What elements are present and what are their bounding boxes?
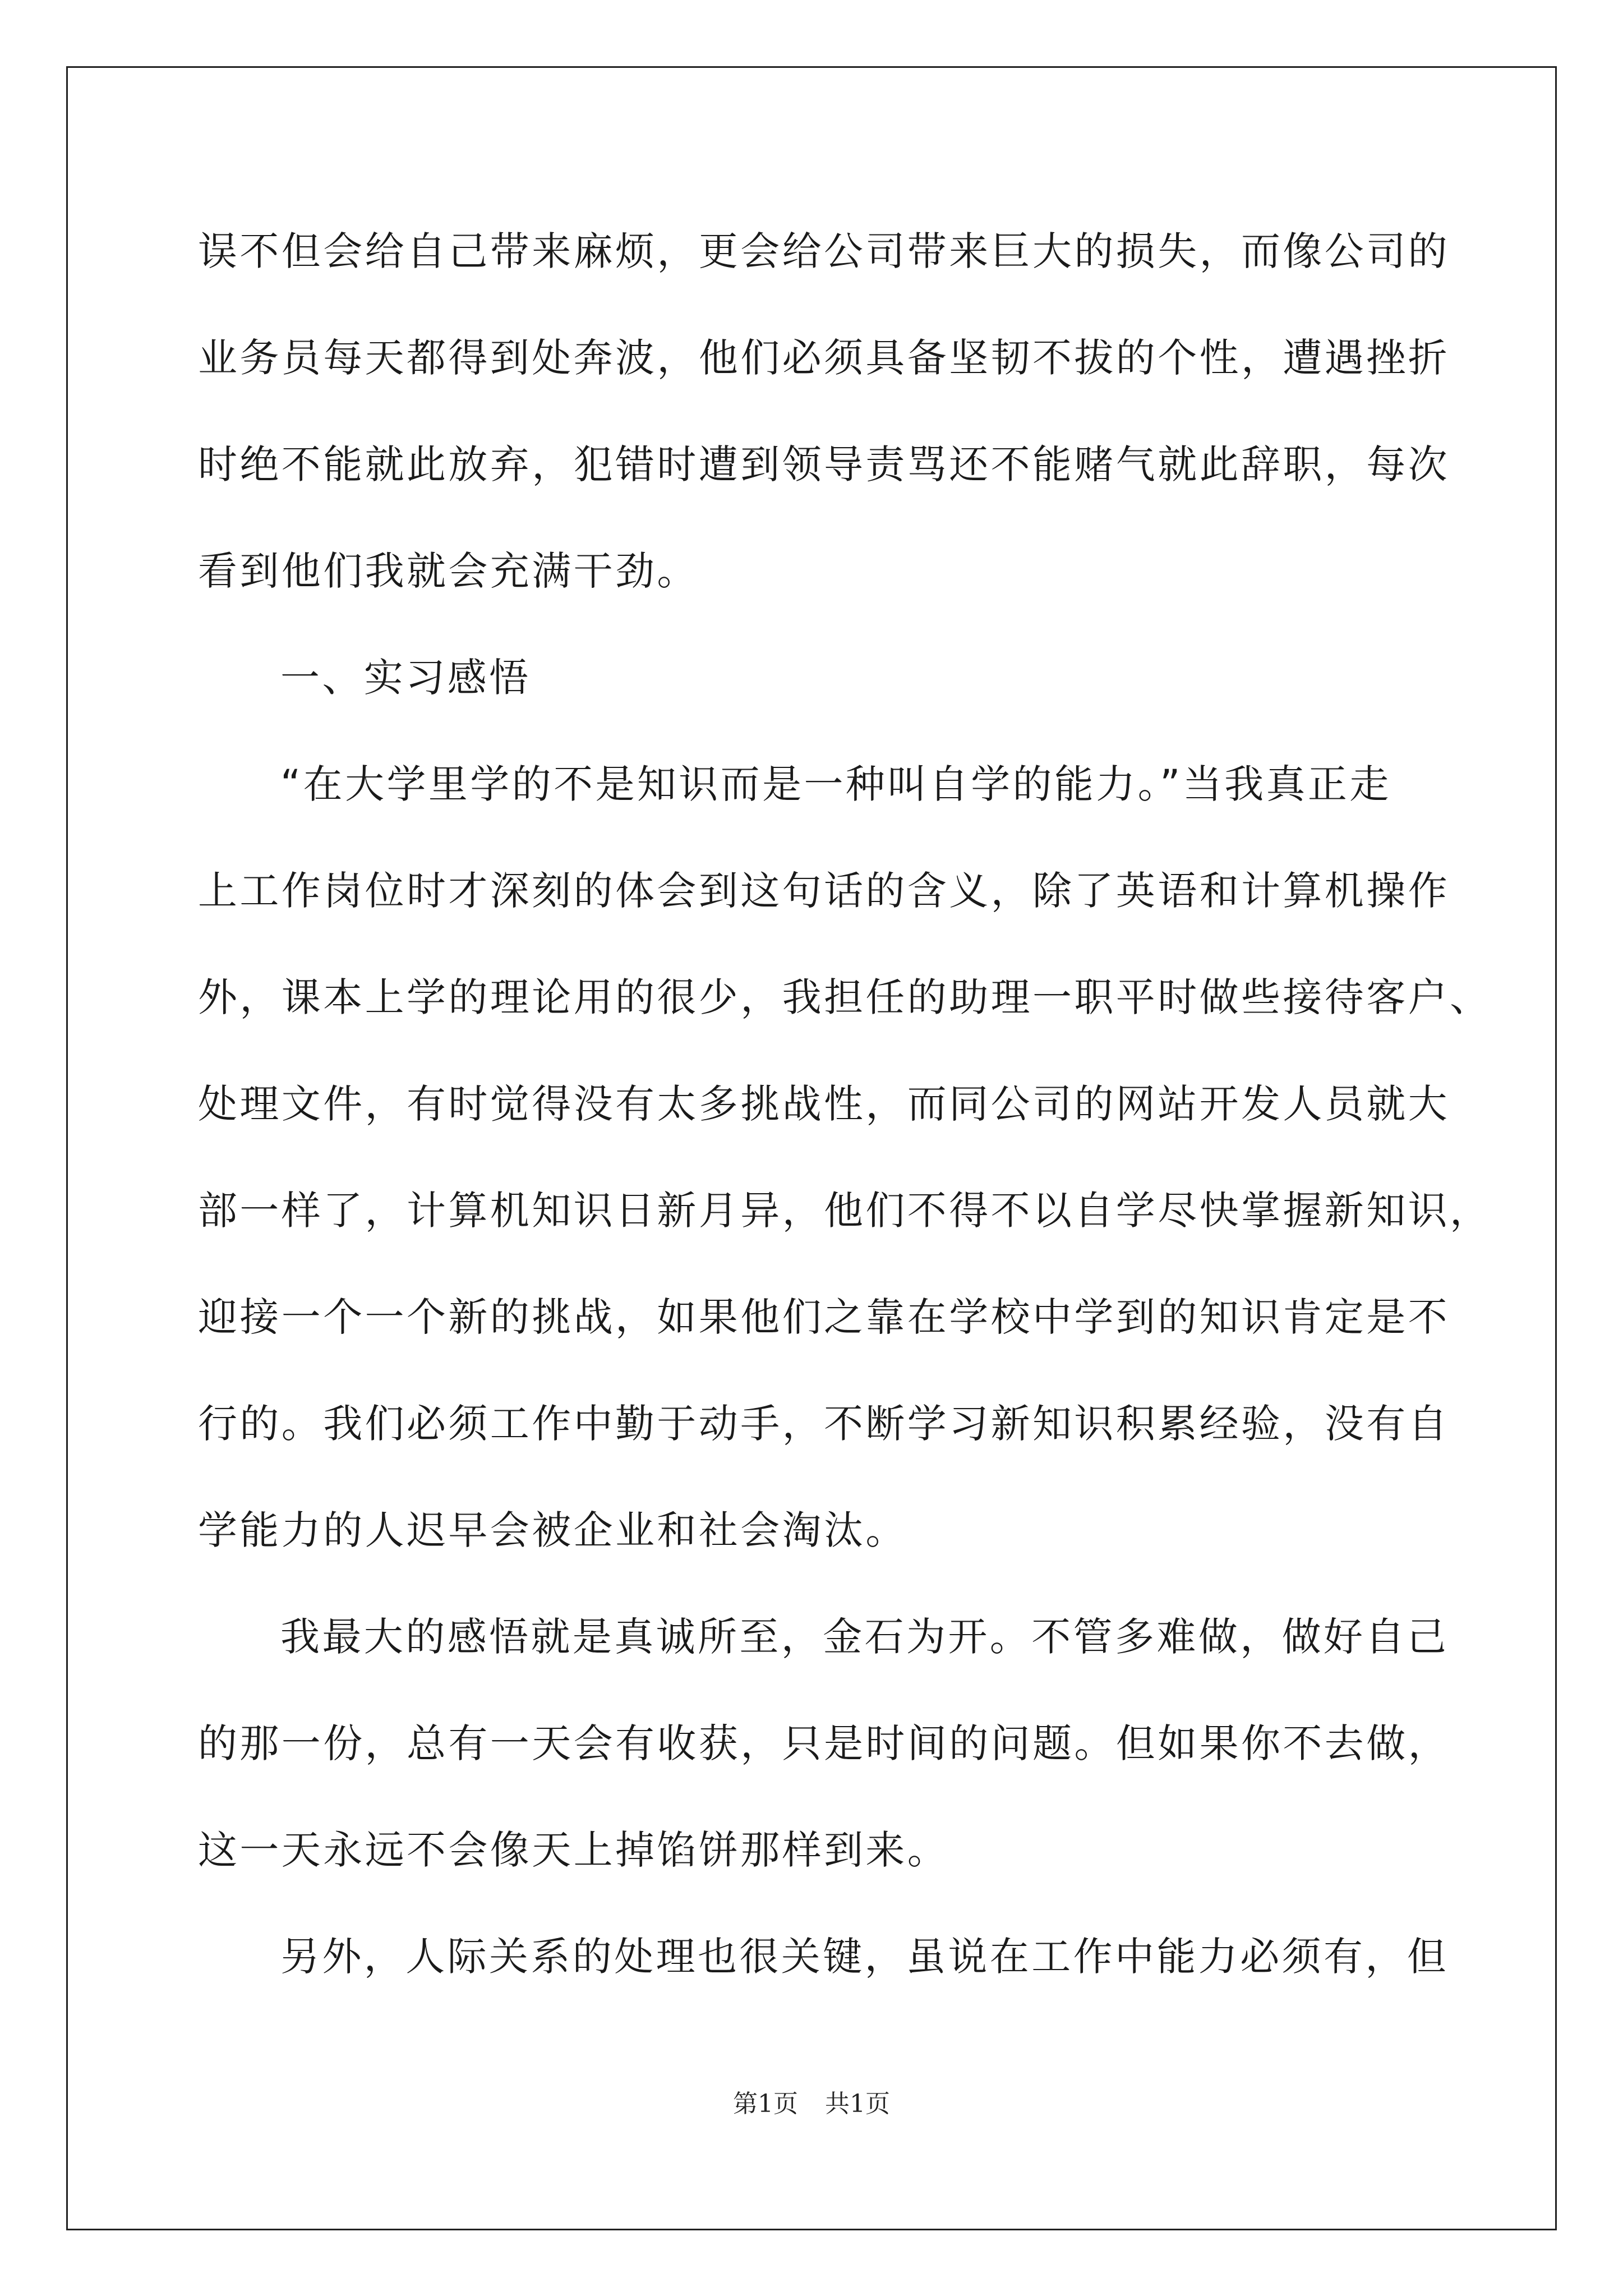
page-number: 第1页 — [733, 2090, 798, 2118]
section-heading: 一、实习感悟 — [280, 655, 531, 701]
body-text-line: 的那一份，总有一天会有收获，只是时间的问题。但如果你不去做， — [198, 1720, 1450, 1766]
page-border — [66, 66, 1557, 2230]
body-text-line: 部一样了，计算机知识日新月异，他们不得不以自学尽快掌握新知识， — [198, 1188, 1492, 1234]
body-text-line: “在大学里学的不是知识而是一种叫自学的能力。”当我真正走 — [280, 761, 1391, 807]
body-text-line: 时绝不能就此放弃，犯错时遭到领导责骂还不能赌气就此辞职，每次 — [198, 441, 1450, 487]
body-text-line: 这一天永远不会像天上掉馅饼那样到来。 — [198, 1827, 949, 1873]
body-text-line: 看到他们我就会充满干劲。 — [198, 548, 699, 594]
body-text-line: 上工作岗位时才深刻的体会到这句话的含义，除了英语和计算机操作 — [198, 868, 1450, 914]
body-text-line: 我最大的感悟就是真诚所至，金石为开。不管多难做，做好自己 — [280, 1614, 1449, 1660]
body-text-line: 迎接一个一个新的挑战，如果他们之靠在学校中学到的知识肯定是不 — [198, 1294, 1450, 1340]
body-text-line: 误不但会给自己带来麻烦，更会给公司带来巨大的损失，而像公司的 — [198, 228, 1450, 274]
page-total: 共1页 — [825, 2090, 890, 2118]
body-text-line: 另外，人际关系的处理也很关键，虽说在工作中能力必须有，但 — [280, 1934, 1449, 1980]
body-text-line: 外，课本上学的理论用的很少，我担任的助理一职平时做些接待客户、 — [198, 974, 1492, 1020]
body-text-line: 学能力的人迟早会被企业和社会淘汰。 — [198, 1507, 907, 1553]
body-text-line: 行的。我们必须工作中勤于动手，不断学习新知识积累经验，没有自 — [198, 1401, 1450, 1447]
page-footer — [0, 2087, 1623, 2121]
body-text-line: 处理文件，有时觉得没有太多挑战性，而同公司的网站开发人员就大 — [198, 1081, 1450, 1127]
body-text-line: 业务员每天都得到处奔波，他们必须具备坚韧不拔的个性，遭遇挫折 — [198, 335, 1450, 381]
